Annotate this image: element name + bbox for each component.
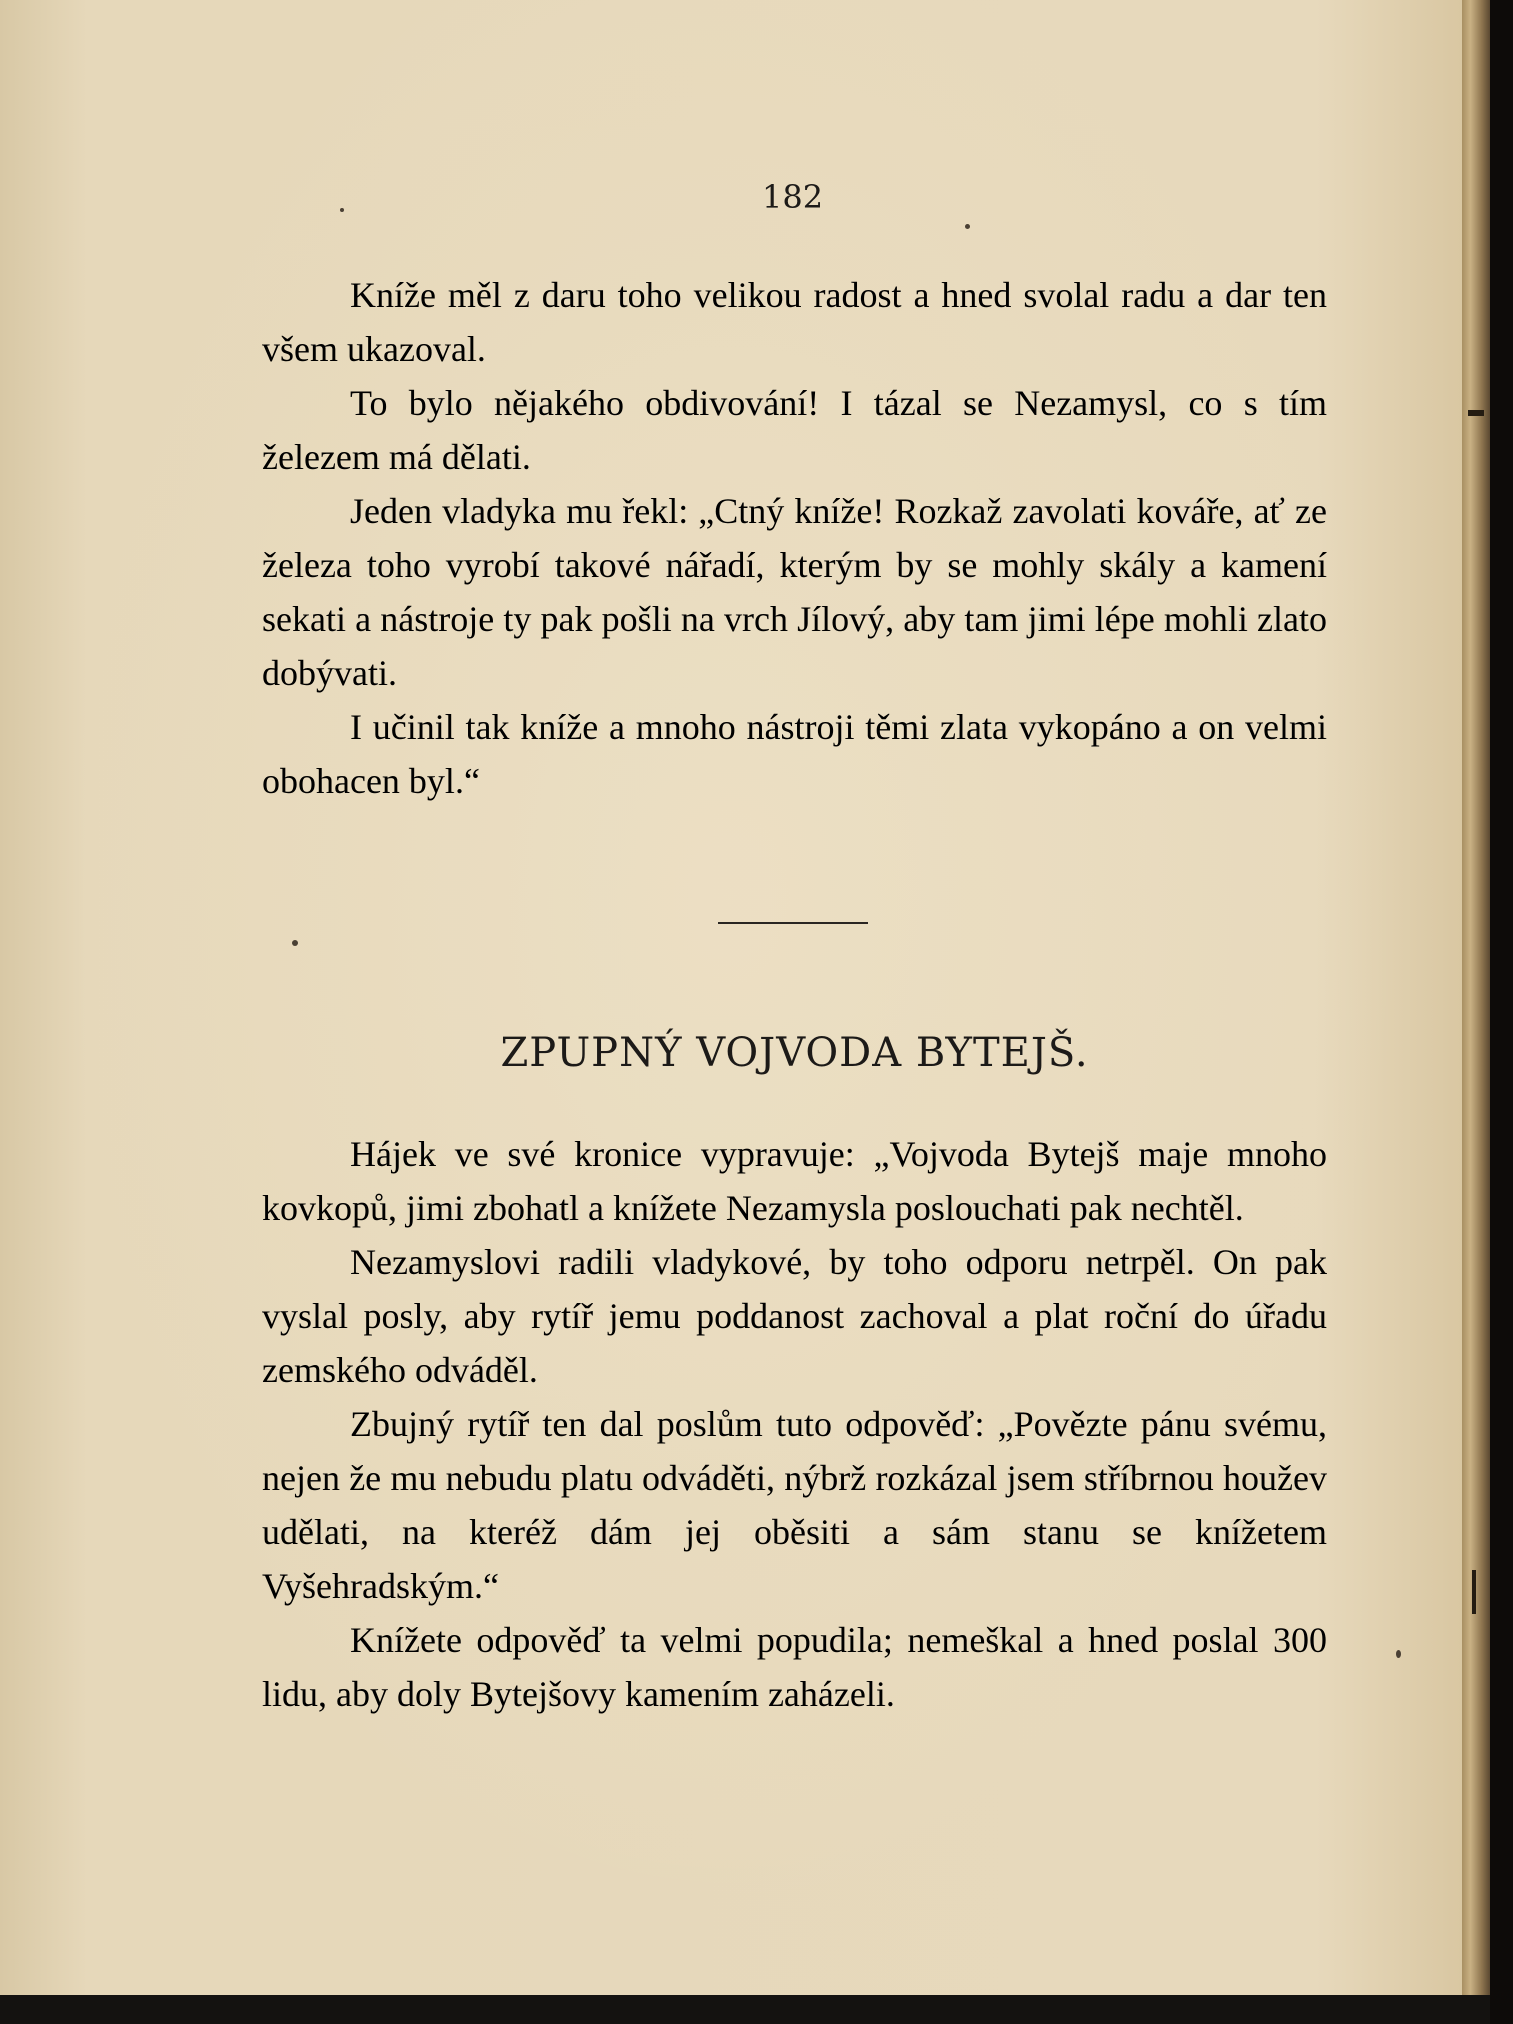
paragraph: Jeden vladyka mu řekl: „Ctný kníže! Rozkaž zavolati kováře, ať ze železa toho vyrobí takové nářadí, kterým by se mohly skály a kamení sekati a nástroje ty pak pošli na vrch Jílový, aby tam jimi lépe mohli zlato dobývati. [262, 491, 1327, 693]
section-intro-text [262, 268, 1327, 808]
paper-speck [340, 208, 344, 212]
paper-speck [965, 224, 970, 229]
section-divider [718, 922, 868, 924]
paragraph: I učinil tak kníže a mnoho nástroji těmi zlata vykopáno a on velmi obohacen byl.“ [262, 707, 1327, 801]
page-number: 182 [762, 178, 824, 216]
scan-border [1490, 0, 1513, 2024]
paragraph: Zbujný rytíř ten dal poslům tuto odpověď: „Povězte pánu svému, nejen že mu nebudu platu odváděti, nýbrž rozkázal jsem stříbrnou houžev udělati, na kteréž dám jej oběsiti a sám stanu se knížetem Vyšehradským.“ [262, 1404, 1327, 1606]
chapter-heading: ZPUPNÝ VOJVODA BYTEJŠ. [500, 1030, 1089, 1076]
paragraph: Nezamyslovi radili vladykové, by toho odporu netrpěl. On pak vyslal posly, aby rytíř jemu poddanost zachoval a plat roční do úřadu zemského odváděl. [262, 1242, 1327, 1390]
edge-mark [1472, 1570, 1476, 1614]
paragraph: To bylo nějakého obdivování! I tázal se Nezamysl, co s tím železem má dělati. [262, 383, 1327, 477]
paragraph: Knížete odpověď ta velmi popudila; nemeškal a hned poslal 300 lidu, aby doly Bytejšovy kamením zaházeli. [262, 1620, 1327, 1714]
paper-speck [1396, 1650, 1401, 1658]
book-page-edge [1462, 0, 1490, 1995]
paper-speck [292, 940, 298, 946]
section-chapter-text [262, 1127, 1327, 1721]
paragraph: Kníže měl z daru toho velikou radost a hned svolal radu a dar ten všem ukazoval. [262, 275, 1327, 369]
edge-mark [1468, 410, 1484, 416]
paragraph: Hájek ve své kronice vypravuje: „Vojvoda Bytejš maje mnoho kovkopů, jimi zbohatl a knížete Nezamysla poslouchati pak nechtěl. [262, 1134, 1327, 1228]
